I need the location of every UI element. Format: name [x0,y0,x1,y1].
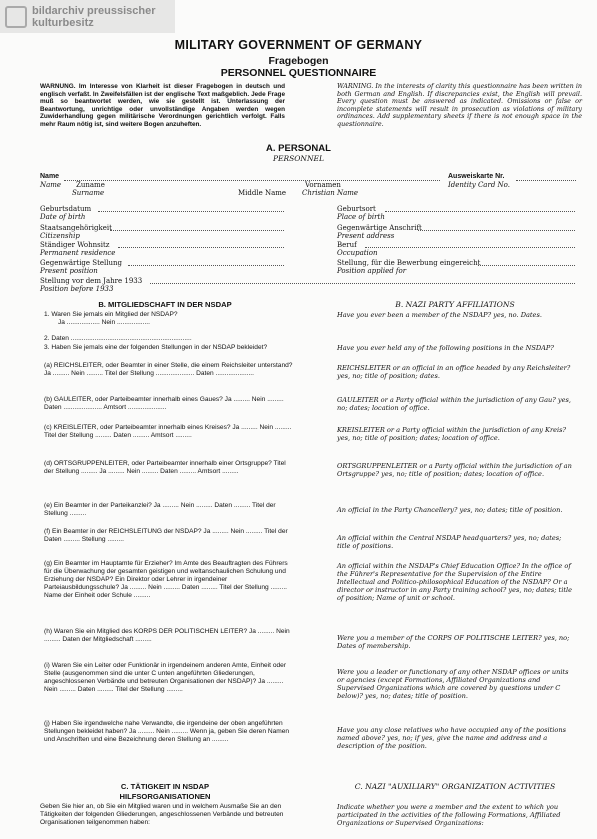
present-position-label: Present position [40,267,98,275]
q3f-en: An official within the Central NSDAP headquarters? yes, no; dates; title of positions. [337,534,562,550]
q3g-en: An official within the NSDAP's Chief Education Office? In the office of the Führer's Representative for the Supervision of the Entire Intellectual and Politico-philosophical Education of the NSDAP? Or a director or instructor in any Party training school? yes, no; dates; title of position; Name of unit or school. [337,562,572,602]
q3j-de: (j) Haben Sie irgendwelche nahe Verwandte, die irgendeine der oben angeführten Stellungen bekleidet haben? Ja ......... Nein ......... Wenn ja, geben Sie deren Namen und Anschriften und eine Bezeichnung deren Stellung an ......... [44,720,290,743]
q3d-de: (d) ORTSGRUPPENLEITER, oder Parteibeamter innerhalb einer Ortsgruppe? Titel der Stellung ......... Ja ......... Nein ......... Daten ......... Amtsort ......... [44,460,286,475]
q3c-en: KREISLEITER or a Party official within the jurisdiction of any Kreis? yes, no; title of position; dates; location of office. [337,426,567,442]
section-b-title-de: B. MITGLIEDSCHAFT IN DER NSDAP [98,300,232,309]
document-title: MILITARY GOVERNMENT OF GERMANY [174,38,423,52]
geburtsort-label: Geburtsort [337,205,376,213]
q3a-en: REICHSLEITER or an official in an office headed by any Reichsleiter? yes, no; title of position; dates. [337,364,571,380]
name-label-en: Name [40,181,62,189]
citizenship-label: Citizenship [40,232,80,240]
section-c-title-de: C. TÄTIGKEIT IN NSDAP HILFSORGANISATIONEN [119,782,211,801]
section-b-title-en: B. NAZI PARTY AFFILIATIONS [395,300,515,309]
name-field[interactable] [64,180,440,181]
q3-en: Have you ever held any of the following positions in the NSDAP? [337,344,554,352]
section-c-intro-en: Indicate whether you were a member and the extent to which you participated in the activities of the following Formations, Affiliated Organizations or Supervised Organizations: [337,803,561,827]
occupation-field[interactable] [365,247,575,248]
watermark-line2: kulturbesitz [32,16,94,29]
q3b-en: GAULEITER or a Party official within the jurisdiction of any Gau? yes, no; dates; location of office. [337,396,571,412]
q1-de [44,311,294,327]
q3f-de: (f) Ein Beamter in der REICHSLEITUNG der NSDAP? Ja ......... Nein ......... Titel der Daten ......... Stellung ......... [44,528,288,543]
birthdate-field[interactable] [98,211,284,212]
document-subtitle-de: Fragebogen [268,55,329,67]
wohnsitz-label: Ständiger Wohnsitz [40,241,110,249]
q3-de: 3. Haben Sie jemals eine der folgenden Stellungen in der NSDAP bekleidet? [44,344,268,351]
ausweiskarte-label: Ausweiskarte Nr. [448,173,505,180]
surname-label: Surname [72,189,105,197]
position-field[interactable] [128,265,284,266]
q3h-de: (h) Waren Sie ein Mitglied des KORPS DER POLITISCHEN LEITER? Ja ......... Nein ......... Daten der Mitgliedschaft ......... [44,628,290,643]
q3j-en: Have you any close relatives who have occupied any of the positions named above? yes, no; if yes, give the name and address and a description of the position. [337,726,567,750]
document-subtitle-en: PERSONNEL QUESTIONNAIRE [220,67,377,79]
staatsangehoerigkeit-label: Staatsangehörigkeit [40,224,112,232]
identity-card-label: Identity Card No. [448,181,510,189]
place-of-birth-label: Place of birth [337,213,385,221]
bewerbung-label: Stellung, für die Bewerbung eingereicht [337,259,481,267]
q3h-en: Were you a member of the CORPS OF POLITISCHE LEITER? yes, no; Dates of membership. [337,634,570,650]
q3g-de: (g) Ein Beamter im Hauptamte für Erzieher? Im Amte des Beauftragten des Führers für die Überwachung der gesamten geistigen und weltanschaulichen Schulung und Erziehung der NSDAP? Ein Direktor oder Lehrer in irgendeiner Parteiausbildungsschule? Ja ......... Nein ......... Daten ......... Titel der Stellung ......... Name der Einheit oder Schule ......... [44,560,288,599]
q2-de[interactable]: 2. Daten .................................................................. [44,335,192,342]
q3a-de: (a) REICHSLEITER, oder Beamter in einer Stelle, die einem Reichsleiter unterstand? Ja ......... Nein ......... Titel der Stellung ..................... Daten ..................... [44,362,293,377]
q1-de-answer[interactable]: Ja .................. Nein .................. [58,319,150,326]
q1-en: Have you ever been a member of the NSDAP? yes, no. Dates. [337,311,542,319]
present-address-label: Present address [337,232,395,240]
geburtsdatum-label: Geburtsdatum [40,205,92,213]
section-c-intro-de: Geben Sie hier an, ob Sie ein Mitglied waren und in welchem Ausmaße Sie an den Tätigkeiten der folgenden Gliederungen, angeschlossenen Verbände und betreuten Organisationen teilgenommen haben: [40,803,284,826]
watermark [0,0,175,33]
q3d-en: ORTSGRUPPENLEITER or a Party official within the jurisdiction of an Ortsgruppe? yes, no; title of position; dates; location of office. [337,462,572,478]
watermark-line1: bildarchiv preussischer [32,4,156,17]
stellung-1933-label: Stellung vor dem Jahre 1933 [40,277,143,285]
applied-position-field[interactable] [478,265,575,266]
address-field[interactable] [418,230,575,231]
vornamen-label: Vornamen [305,181,341,189]
watermark-text [32,5,156,29]
date-of-birth-label: Date of birth [40,213,86,221]
beruf-label: Beruf [337,241,357,249]
q3i-de: (i) Waren Sie ein Leiter oder Funktionär in irgendeinem anderen Amte, Einheit oder Stelle (ausgenommen sind die unter C unten angeführten Gliederungen, angeschlossenen Verbände und betreuten Organisationen der NSDAP)? Ja ......... Nein ......... Daten ......... Titel der Stellung ......... [44,662,287,693]
name-label-de: Name [40,173,60,180]
q3b-de: (b) GAULEITER, oder Parteibeamter innerhalb eines Gaues? Ja ......... Nein ......... Daten ..................... Amtsort ..................... [44,396,284,411]
section-c-title-en: C. NAZI "AUXILIARY" ORGANIZATION ACTIVITIES [354,782,556,791]
q3c-de: (c) KREISLEITER, oder Parteibeamter innerhalb eines Kreises? Ja ......... Nein ......... Titel der Stellung ......... Daten ......... Amtsort ......... [44,424,292,439]
section-a-title: A. PERSONAL [266,143,331,154]
permanent-residence-label: Permanent residence [40,249,116,257]
q1-de-text: 1. Waren Sie jemals ein Mitglied der NSDAP? [44,311,178,318]
q3e-de: (e) Ein Beamter in der Parteikanzlei? Ja ......... Nein ......... Daten ......... Titel der Stellung ......... [44,502,276,517]
id-card-field[interactable] [516,180,576,181]
warning-german: WARNUNG. Im Interesse von Klarheit ist dieser Fragebogen in deutsch und englisch verfaßt. In Zweifelsfällen ist der englische Text maßgeblich. Jede Frage muß so beantwortet werden, wie sie gestellt ist. Unterlassung der Beantwortung, unrichtige oder unvollständige Angaben werden wegen Zuwiderhandlung gegen militärische Verordnungen gerichtlich verfolgt. Falls mehr Raum nötig ist, sind weitere Bogen anzuheften. [40,83,285,128]
middle-name-label: Middle Name [238,189,287,197]
christian-name-label: Christian Name [302,189,359,197]
position-applied-label: Position applied for [337,267,407,275]
position-1933-label: Position before 1933 [40,285,114,293]
citizenship-field[interactable] [110,230,284,231]
anschrift-label: Gegenwärtige Anschrift [337,224,422,232]
section-a-subtitle: PERSONNEL [272,154,325,163]
zuname-label: Zuname [76,181,105,189]
birthplace-field[interactable] [385,211,575,212]
residence-field[interactable] [118,247,284,248]
archive-logo-icon [5,6,27,28]
q3e-en: An official in the Party Chancellery? yes, no; dates; title of position. [337,506,563,514]
q3i-en: Were you a leader or functionary of any other NSDAP offices or units or agencies (except Formations, Affiliated Organizations and Supervised Organizations which are covered by questions under C below)? yes, no; dates; title of position. [337,668,569,700]
position-1933-field[interactable] [150,283,575,284]
warning-english: WARNING. In the interests of clarity this questionnaire has been written in both German and English. If discrepancies exist, the English will prevail. Every question must be answered as indicated. Omissions or false or incomplete statements will result in prosecution as violations of military ordinances. Add supplementary sheets if there is not enough space in the questionnaire. [337,82,582,128]
stellung-label: Gegenwärtige Stellung [40,259,123,267]
occupation-label: Occupation [337,249,378,257]
